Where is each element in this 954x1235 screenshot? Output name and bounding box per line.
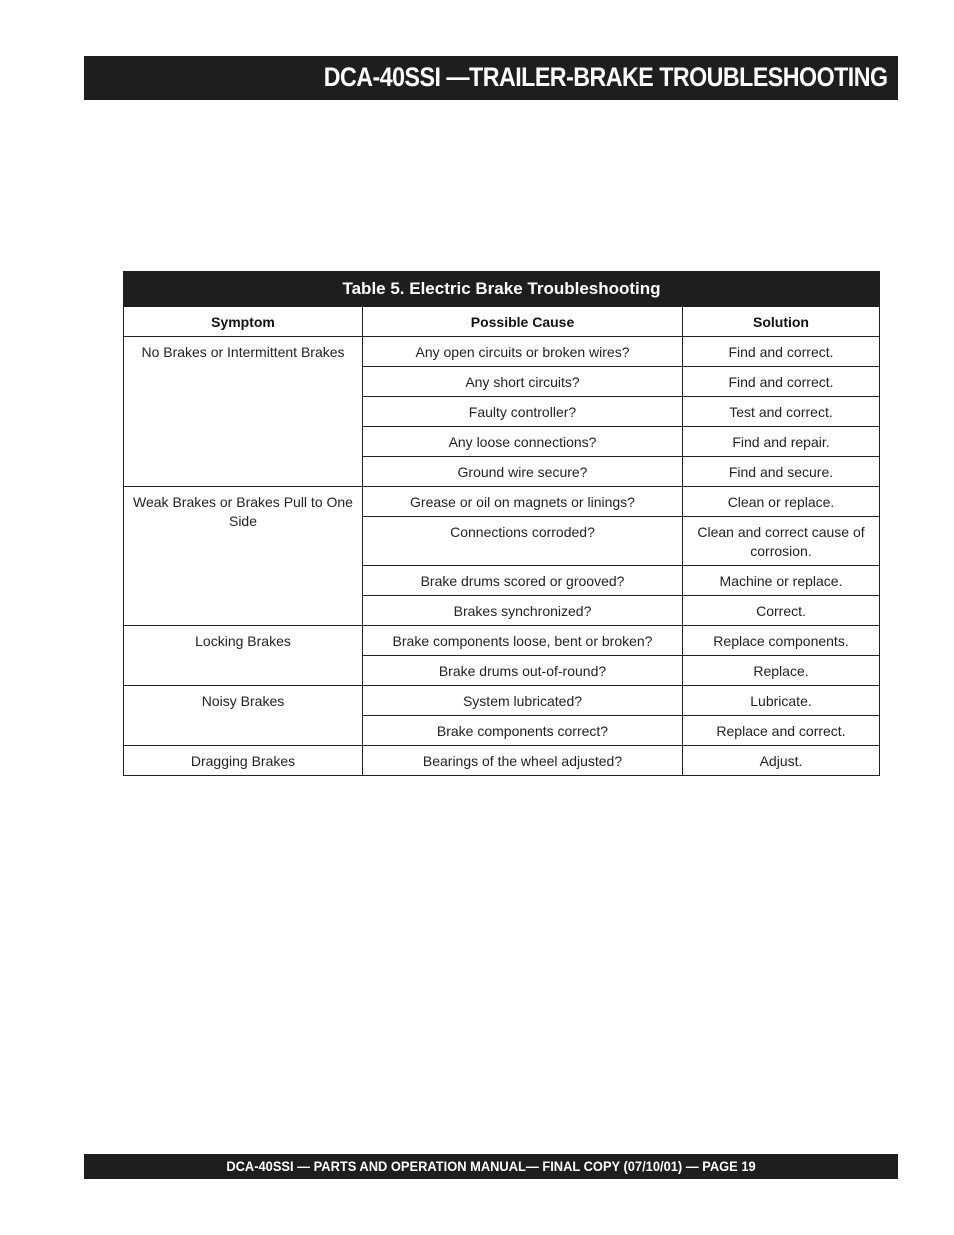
symptom-cell: Noisy Brakes xyxy=(124,686,363,746)
solution-cell: Clean and correct cause of corrosion. xyxy=(683,517,880,566)
column-header-possible-cause: Possible Cause xyxy=(363,307,683,337)
table-row xyxy=(124,626,880,656)
cause-cell: Ground wire secure? xyxy=(363,457,683,487)
cause-cell: Connections corroded? xyxy=(363,517,683,566)
cause-cell: Brake drums out-of-round? xyxy=(363,656,683,686)
solution-cell: Find and correct. xyxy=(683,337,880,367)
solution-cell: Test and correct. xyxy=(683,397,880,427)
cause-cell: Grease or oil on magnets or linings? xyxy=(363,487,683,517)
solution-cell: Find and correct. xyxy=(683,367,880,397)
solution-cell: Machine or replace. xyxy=(683,566,880,596)
cause-cell: Brake drums scored or grooved? xyxy=(363,566,683,596)
column-header-solution: Solution xyxy=(683,307,880,337)
solution-cell: Find and secure. xyxy=(683,457,880,487)
cause-cell: Any loose connections? xyxy=(363,427,683,457)
table-caption: Table 5. Electric Brake Troubleshooting xyxy=(124,272,880,307)
cause-cell: Brake components correct? xyxy=(363,716,683,746)
table-header-row xyxy=(124,307,880,337)
solution-cell: Clean or replace. xyxy=(683,487,880,517)
solution-cell: Correct. xyxy=(683,596,880,626)
cause-cell: Faulty controller? xyxy=(363,397,683,427)
column-header-symptom: Symptom xyxy=(124,307,363,337)
symptom-cell: No Brakes or Intermittent Brakes xyxy=(124,337,363,487)
troubleshooting-table xyxy=(123,271,880,776)
cause-cell: Brakes synchronized? xyxy=(363,596,683,626)
table-row xyxy=(124,746,880,776)
solution-cell: Find and repair. xyxy=(683,427,880,457)
cause-cell: Any short circuits? xyxy=(363,367,683,397)
page-title: DCA-40SSI —TRAILER-BRAKE TROUBLESHOOTING xyxy=(324,62,888,92)
solution-cell: Replace. xyxy=(683,656,880,686)
footer-text: DCA-40SSI — PARTS AND OPERATION MANUAL— FINAL COPY (07/10/01) — PAGE 19 xyxy=(226,1158,756,1174)
solution-cell: Lubricate. xyxy=(683,686,880,716)
page-footer xyxy=(84,1154,898,1179)
cause-cell: System lubricated? xyxy=(363,686,683,716)
symptom-cell: Dragging Brakes xyxy=(124,746,363,776)
cause-cell: Bearings of the wheel adjusted? xyxy=(363,746,683,776)
cause-cell: Any open circuits or broken wires? xyxy=(363,337,683,367)
solution-cell: Replace components. xyxy=(683,626,880,656)
table-row xyxy=(124,337,880,367)
table-row xyxy=(124,487,880,517)
solution-cell: Adjust. xyxy=(683,746,880,776)
symptom-cell: Weak Brakes or Brakes Pull to One Side xyxy=(124,487,363,626)
solution-cell: Replace and correct. xyxy=(683,716,880,746)
page-header xyxy=(84,56,898,100)
cause-cell: Brake components loose, bent or broken? xyxy=(363,626,683,656)
table-row xyxy=(124,686,880,716)
symptom-cell: Locking Brakes xyxy=(124,626,363,686)
